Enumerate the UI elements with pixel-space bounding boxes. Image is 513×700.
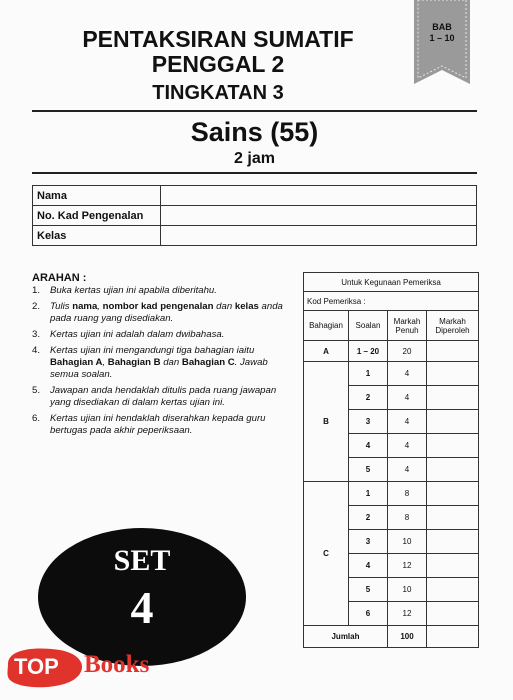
info-row-ic [33,206,477,226]
divider [32,172,477,174]
chapter-range: BAB 1 – 10 [429,22,455,43]
question-number: 6 [349,602,388,626]
full-marks: 8 [388,506,427,530]
question-number: 2 [349,506,388,530]
full-marks: 8 [388,482,427,506]
col-header: Markah Penuh [388,311,427,341]
info-label: Kelas [33,226,161,246]
info-field-ic[interactable] [161,206,477,226]
marks-obtained-cell[interactable] [427,578,479,602]
title-line-3: TINGKATAN 3 [152,82,284,104]
marks-obtained-cell[interactable] [427,530,479,554]
instruction-item: 4. Kertas ujian ini mengandungi tiga bahagian iaitu Bahagian A, Bahagian B dan Bahagian C. Jawab semua soalan. [32,345,268,380]
marks-obtained-cell[interactable] [427,386,479,410]
question-number: 4 [349,434,388,458]
section-c: C [304,482,349,626]
full-marks: 4 [388,410,427,434]
section-a-penuh: 20 [388,341,427,362]
marks-obtained-cell[interactable] [427,362,479,386]
marks-obtained-cell[interactable] [427,554,479,578]
exam-duration: 2 jam [234,150,275,167]
full-marks: 10 [388,578,427,602]
info-label: Nama [33,186,161,206]
info-label: No. Kad Pengenalan [33,206,161,226]
examiner-table [303,272,479,648]
instruction-item: 3. Kertas ujian ini adalah dalam dwibahasa. [32,329,225,340]
total-obtained-cell[interactable] [427,626,479,648]
info-field-name[interactable] [161,186,477,206]
instruction-item: 6. Kertas ujian ini hendaklah diserahkan kepada guru bertugas pada akhir peperiksaan. [32,413,266,436]
full-marks: 4 [388,362,427,386]
subject-title: Sains (55) [190,117,319,147]
total-full-marks: 100 [388,626,427,648]
full-marks: 10 [388,530,427,554]
marks-obtained-cell[interactable] [427,458,479,482]
info-field-class[interactable] [161,226,477,246]
col-header: Soalan [349,311,388,341]
instruction-item: 2. Tulis nama, nombor kad pengenalan dan kelas anda pada ruang yang disediakan. [32,301,283,324]
question-number: 1 [349,362,388,386]
set-label: SET [113,544,171,577]
student-info-table [32,185,477,246]
info-row-name [33,186,477,206]
full-marks: 4 [388,434,427,458]
total-label: Jumlah [304,626,388,648]
logo-top: TOP [14,654,59,679]
question-number: 1 [349,482,388,506]
marks-obtained-cell[interactable] [427,506,479,530]
topbooks-logo [2,640,192,696]
section-a-soalan: 1 – 20 [349,341,388,362]
full-marks: 12 [388,602,427,626]
logo-books: Books [84,651,150,678]
question-number: 5 [349,578,388,602]
marks-obtained-cell[interactable] [427,482,479,506]
question-number: 3 [349,410,388,434]
marks-obtained-cell[interactable] [427,602,479,626]
marks-obtained-cell[interactable] [427,410,479,434]
question-number: 2 [349,386,388,410]
col-header: Markah Diperoleh [427,311,479,341]
full-marks: 4 [388,386,427,410]
col-header: Bahagian [304,311,349,341]
instructions [32,272,294,441]
full-marks: 4 [388,458,427,482]
title-line-1: PENTAKSIRAN SUMATIF [82,26,354,52]
question-number: 4 [349,554,388,578]
divider [32,110,477,112]
marks-obtained-cell[interactable] [427,434,479,458]
marks-obtained-cell[interactable] [427,341,479,362]
question-number: 5 [349,458,388,482]
examiner-code: Kod Pemeriksa : [304,292,479,311]
title-line-2: PENGGAL 2 [151,51,285,77]
instruction-item: 1. Buka kertas ujian ini apabila diberitahu. [32,285,217,296]
instruction-item: 5. Jawapan anda hendaklah ditulis pada ruang jawapan yang disediakan di dalam kertas ujian ini. [32,385,277,408]
info-row-class [33,226,477,246]
examiner-table-title: Untuk Kegunaan Pemeriksa [304,273,479,292]
section-a: A [304,341,349,362]
full-marks: 12 [388,554,427,578]
section-b: B [304,362,349,482]
question-number: 3 [349,530,388,554]
set-number: 4 [130,582,154,633]
instructions-heading: ARAHAN : [32,272,87,284]
